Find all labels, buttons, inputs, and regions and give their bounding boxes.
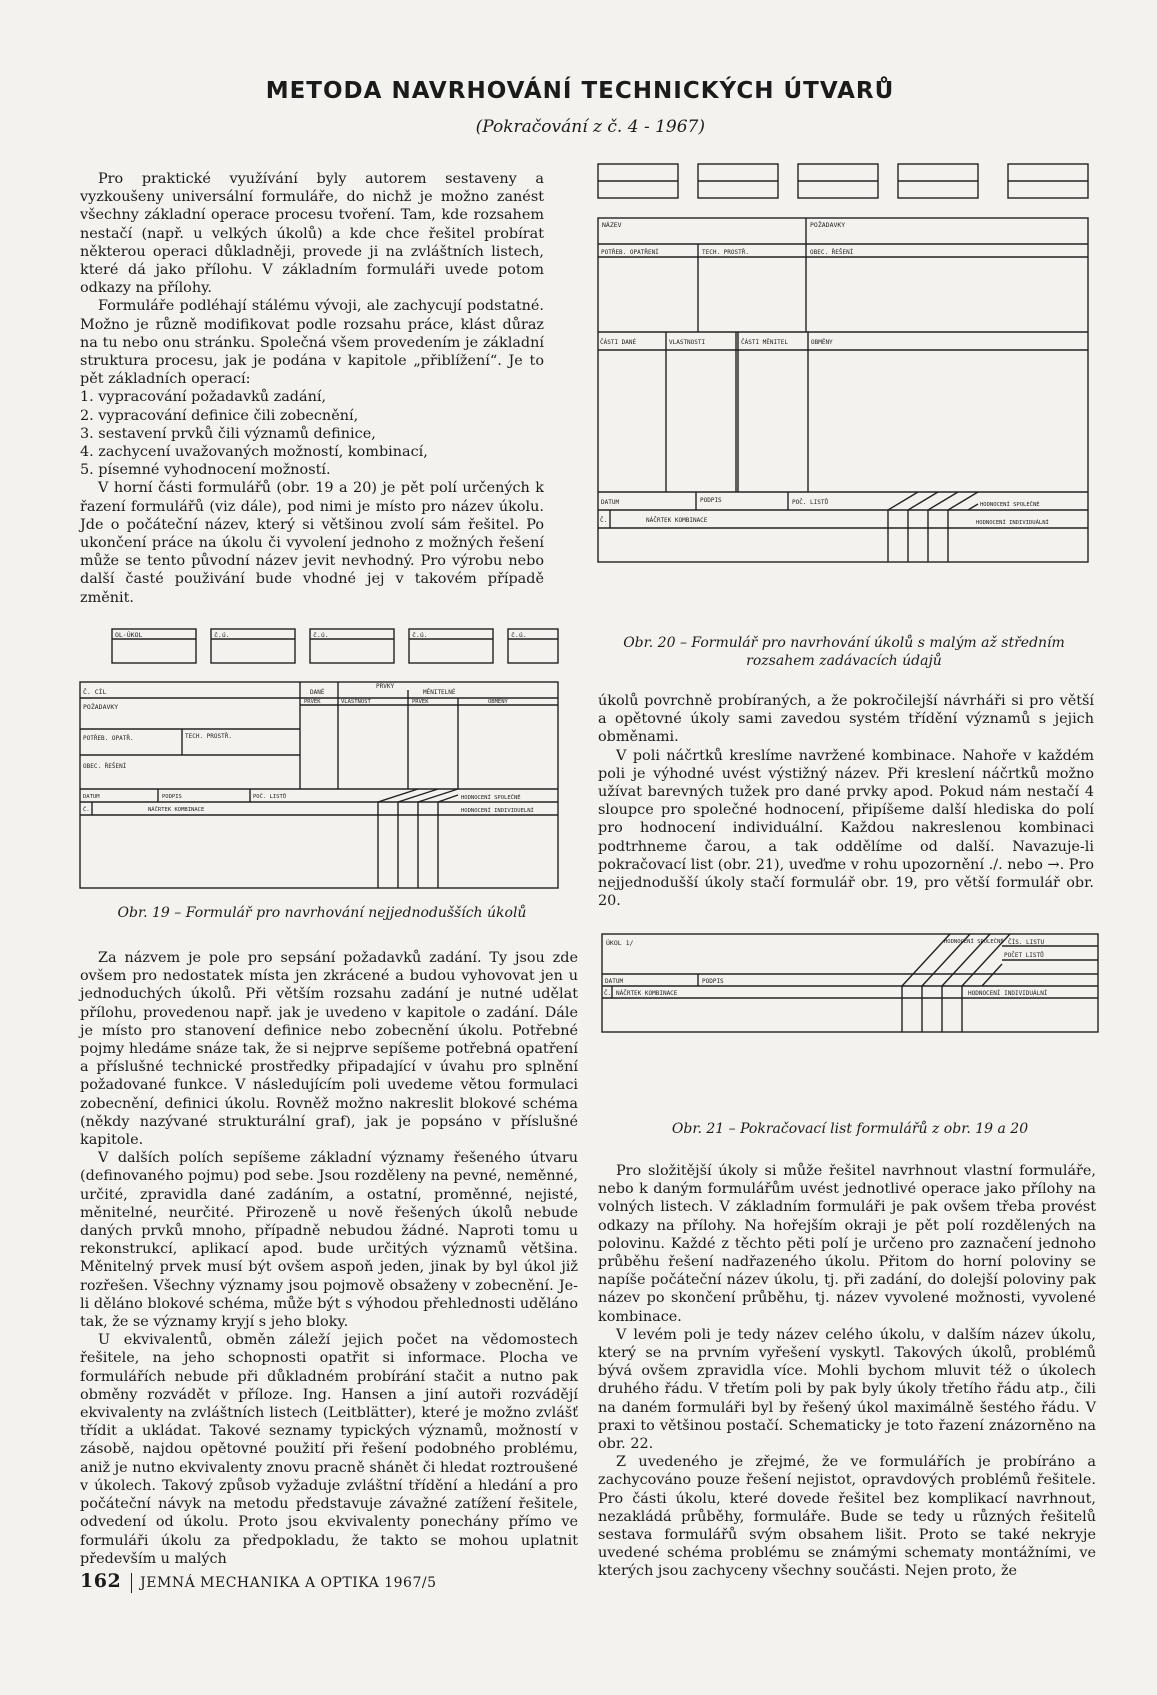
label-tech-prostr: TECH. PROSTŘ. [185,733,232,740]
journal-name: JEMNÁ MECHANIKA A OPTIKA 1967/5 [140,1575,437,1591]
left-column-top [80,170,544,607]
list-item: 3. sestavení prvků čili významů definice, [80,425,376,442]
figure-19-caption: Obr. 19 – Formulář pro navrhování nejjednodušších úkolů [117,905,527,921]
paragraph: V horní části formulářů (obr. 19 a 20) je pět polí určených k řazení formulářů (viz dále), pod nimi je místo pro název úkolu. Jde o počáteční název, který si většinou zvolí sám řešitel. Po ukončení práce na úkolu či vyvolení jednoho z možných řešení může se tento původní název jevit nevhodný. Pro výrobu nebo další časté použivání bude vhodné jej v takovém případě změnit. [80,480,544,606]
label-pocet-listu: POČET LISTŮ [1004,952,1044,959]
figure-21-caption: Obr. 21 – Pokračovací list formulářů z obr. 19 a 20 [671,1121,1029,1137]
left-column-bottom [80,949,578,1568]
label-hodnoceni-individualni: HODNOCENÍ INDIVIDUÁLNÍ [968,990,1048,997]
right-column-middle [598,692,1094,910]
label-nacrtek: NÁČRTEK KOMBINACE [646,517,708,524]
label-datum: DATUM [601,499,620,506]
sort-boxes [598,164,1088,198]
label-c: Č. [604,990,612,997]
label-cu: č.ú. [313,631,329,639]
paragraph: Za názvem je pole pro sepsání požadavků zadání. Ty jsou zde ovšem pro nedostatek místa jen zkrácené a budou vyhovovat jen u jednoduchých úkolů. Při větším rozsahu zadání je nutné udělat přílohu, provedenou např. jak je uvedeno v kapitole o zadání. Dále je místo pro stanovení definice nebo zobecnění úkolu. Potřebné pojmy hledáme snáze tak, že si nejprve sepíšeme potřebná opatření a příslušné technické prostředky připadající v úvahu pro splnění požadované funkce. V následujícím poli uvedeme větou formulaci zobecnění, definici úkolu. Rovněž možno nakreslit blokové schéma (někdy nazývané strukturální graf), jak je popsáno v příslušné kapitole. [80,950,578,1149]
paragraph: V poli náčrtků kreslíme navržené kombinace. Nahoře v každém poli je výhodné uvést výstižný název. Při kreslení náčrtků možno užívat barevných tužek pro dané prvky apod. Pokud nám nestačí 4 sloupce pro společné hodnocení, připíšeme další hlediska do polí pro hodnocení individuální. Každou nakreslenou kombinaci podtrhneme čarou, a tak oddělíme od další. Navazuje-li pokračovací list (obr. 21), uveďme v rohu upozornění ./. nebo →. Pro nejjednodušší úkoly stačí formulář obr. 19, pro větší formulář obr. 20. [598,747,1094,910]
page-number: 162 [80,1570,122,1592]
label-hodnoceni-spolecne: HODNOCENÍ SPOLEČNÉ [944,939,1004,945]
label-hodnoceni-spolecne: HODNOCENÍ SPOLEČNÉ [980,502,1040,508]
label-prvky: PRVKY [376,683,395,690]
label-ukol: ÚKOL 1/ [606,939,634,947]
label-obec-reseni: OBEC. ŘEŠENÍ [83,763,127,770]
label-menitelne: MĚNITELNÉ [423,689,456,696]
label-pocet-listu: POČ. LISTŮ [253,794,287,800]
paragraph: Pro praktické využívání byly autorem sestaveny a vyzkoušeny universální formuláře, do nichž je možno zanést všechny základní operace procesu tvoření. Tam, kde rozsahem nestačí (např. u velkých úkolů) a kde chce řešitel probírat některou operaci důkladněji, provede ji na zvláštních listech, které dá jako přílohu. V základním formuláři uvede potom odkazy na přílohy. [80,171,544,297]
label-cil: Č. CÍL [83,688,107,696]
label-ol-ukol: OL·ÚKOL [115,631,143,639]
label-cu: č.ú. [412,631,428,639]
label-hodnoceni-spolecne: HODNOCENÍ SPOLEČNÉ [461,795,521,801]
figure-20 [596,162,1092,622]
label-podpis: PODPIS [162,794,182,800]
label-hodnoceni-individualni: HODNOCENÍ INDIVIDUELNÍ [461,808,534,814]
label-obec-reseni: OBEC. ŘEŠENÍ [810,249,854,256]
figure-19 [78,625,562,895]
page-footer [80,1570,437,1593]
list-item: 5. písemné vyhodnocení možností. [80,462,331,479]
label-cu: č.ú. [511,631,527,639]
operations-list [80,388,544,479]
article-subtitle: (Pokračování z č. 4 - 1967) [475,117,705,137]
label-c: Č. [83,807,90,813]
sort-boxes [112,629,558,663]
figure-20-caption: Obr. 20 – Formulář pro navrhování úkolů s malým až středním rozsahem zadávacích údajů [623,635,1065,669]
article-title: METODA NAVRHOVÁNÍ TECHNICKÝCH ÚTVARŮ [265,78,895,104]
label-casti-menitel: ČÁSTI MĚNITEL [741,339,788,346]
list-item: 2. vypracování definice čili zobecnění, [80,407,359,424]
paragraph: V dalších polích sepíšeme základní významy řešeného útvaru (definovaného pojmu) pod sebe. Jsou rozděleny na pevné, neměnné, určité, zpravidla dané zadáním, a ostatní, proměnné, nejisté, měnitelné, neurčité. Přirozeně u nově řešených úkolů nebude daných prvků mnoho, případně nebudou žádné. Naproti tomu u rekonstrukcí, aplikací apod. bude určitých významů většina. Měnitelný prvek musí být ovšem aspoň jeden, jinak by byl úkol již rozřešen. Všechny významy jsou pojmově obsaženy v zobecnění. Je-li děláno blokové schéma, může být s výhodou přehlednosti uděláno tak, že se významy kryjí s jeho bloky. [80,1150,578,1331]
label-datum: DATUM [605,978,624,985]
label-c: Č. [600,517,608,524]
label-prvek: PRVEK [304,699,321,705]
paragraph: U ekvivalentů, obměn záleží jejich počet na vědomostech řešitele, na jeho schopnosti opatřit si informace. Plocha ve formulářích nebude při důkladném probírání stačit a nutno pak obměny rozvádět v příloze. Ing. Hansen a jiní autoři rozvádějí ekvivalenty na zvláštních listech (Leitblätter), které je možno zvlášť třídit a ukládat. Takové seznamy typických významů, možností v zásobě, najdou opětovné použití při řešení podobného problému, aniž je nutno ekvivalenty znovu pracně shánět či hledat roztroušené v úkolech. Takový způsob vyžaduje zvláštní třídění a hledání a pro počáteční návyk na metodu představuje závažné zatížení řešitele, odvedení od úkolu. Proto jsou ekvivalenty ponechány přímo ve formuláři úkolu za předpokladu, že takto se mohou uplatnit především u malých [80,1332,578,1567]
paragraph: úkolů povrchně probíraných, a že pokročilejší návrháři si pro větší a opětovné úkoly sami zavedou systém třídění významů s jejich obměnami. [598,693,1094,746]
label-cu: č.ú. [214,631,230,639]
label-potreb-opatr: POTŘEB. OPATŘ. [83,735,134,742]
label-nacrtek: NÁČRTEK KOMBINACE [616,990,678,997]
label-vlastnost: VLASTNOST [341,699,371,705]
paragraph: Formuláře podléhají stálému vývoji, ale zachycují podstatné. Možno je různě modifikovat podle rozsahu práce, klást důraz na tu nebo onu stránku. Společná všem provedením je základní struktura procesu, jak je podána v kapitole „přiblížení“. Je to pět základních operací: [80,298,544,388]
label-pozadavky: POŽADAVKY [83,703,119,711]
label-prvek: PRVEK [412,699,429,705]
label-pozadavky: POŽADAVKY [810,221,846,229]
paragraph: V levém poli je tedy název celého úkolu, v dalším název úkolu, který se na prvním vyřešení vyskytl. Takových úkolů, problémů bývá ovšem zpravidla více. Mohli bychom mluvit též o úkolech druhého řádu. V třetím poli by pak byly úkoly třetího řádu atp., čili na daném formuláři byl by řešený úkol maximálně šestého řádu. V praxi to většinou postačí. Schematicky je toto řazení znázorněno na obr. 22. [598,1326,1096,1453]
right-column-bottom [598,1162,1096,1581]
label-potreb-opatreni: POTŘEB. OPATŘENÍ [601,249,659,256]
footer-divider [131,1573,132,1593]
label-pocet-listu: POČ. LISTŮ [792,499,829,506]
figure-21 [598,932,1102,1036]
label-podpis: PODPIS [700,497,722,504]
label-tech-prostr: TECH. PROSTŘ. [702,249,749,256]
label-hodnoceni-individualni: HODNOCENÍ INDIVIDUÁLNÍ [976,520,1049,526]
label-obmeny: OBMĚNY [488,699,508,705]
label-dane: DANÉ [310,689,325,696]
label-nazev: NÁZEV [602,221,622,229]
label-obmeny: OBMĚNY [811,339,833,346]
label-vlastnosti: VLASTNOSTI [669,339,706,346]
label-casti-dane: ČÁSTI DANÉ [600,339,637,346]
paragraph: Z uvedeného je zřejmé, že ve formulářích je probíráno a zachycováno pouze řešení nejistot, opravdových problémů řešitele. Pro části úkolu, které dovede řešitel bez komplikací navrhnout, nezakládá průběhy, formuláře. Bude se tedy u různých řešitelů sestava formulářů svým obsahem lišit. Proto se také nekryje uvedené schéma problému se známými schematy montážními, ve kterých jsou zachyceny všechny součásti. Nejen proto, že [598,1454,1096,1580]
list-item: 1. vypracování požadavků zadání, [80,389,327,406]
list-item: 4. zachycení uvažovaných možností, kombinací, [80,444,428,461]
paragraph: Pro složitější úkoly si může řešitel navrhnout vlastní formuláře, nebo k daným formulářům uvést jednotlivé operace jako přílohy na volných listech. V základním formuláři je pak ovšem třeba provést odkazy na přílohy. Na hořejším okraji je pět polí rozdělených na polovinu. Každé z těchto pěti polí je určeno pro zaznačení jednoho průběhu řešení nadřazeného úkolu. Přitom do horní poloviny se napíše počáteční název úkolu, tj. při zadání, do dolejší poloviny pak název po skončení průběhu, tj. název vyvolené možnosti, vyvolené kombinace. [598,1163,1096,1325]
label-datum: DATUM [83,794,100,800]
label-podpis: PODPIS [702,978,724,985]
label-nacrtek: NÁČRTEK KOMBINACE [148,807,205,813]
label-cis-listu: ČÍS. LISTU [1008,939,1045,946]
